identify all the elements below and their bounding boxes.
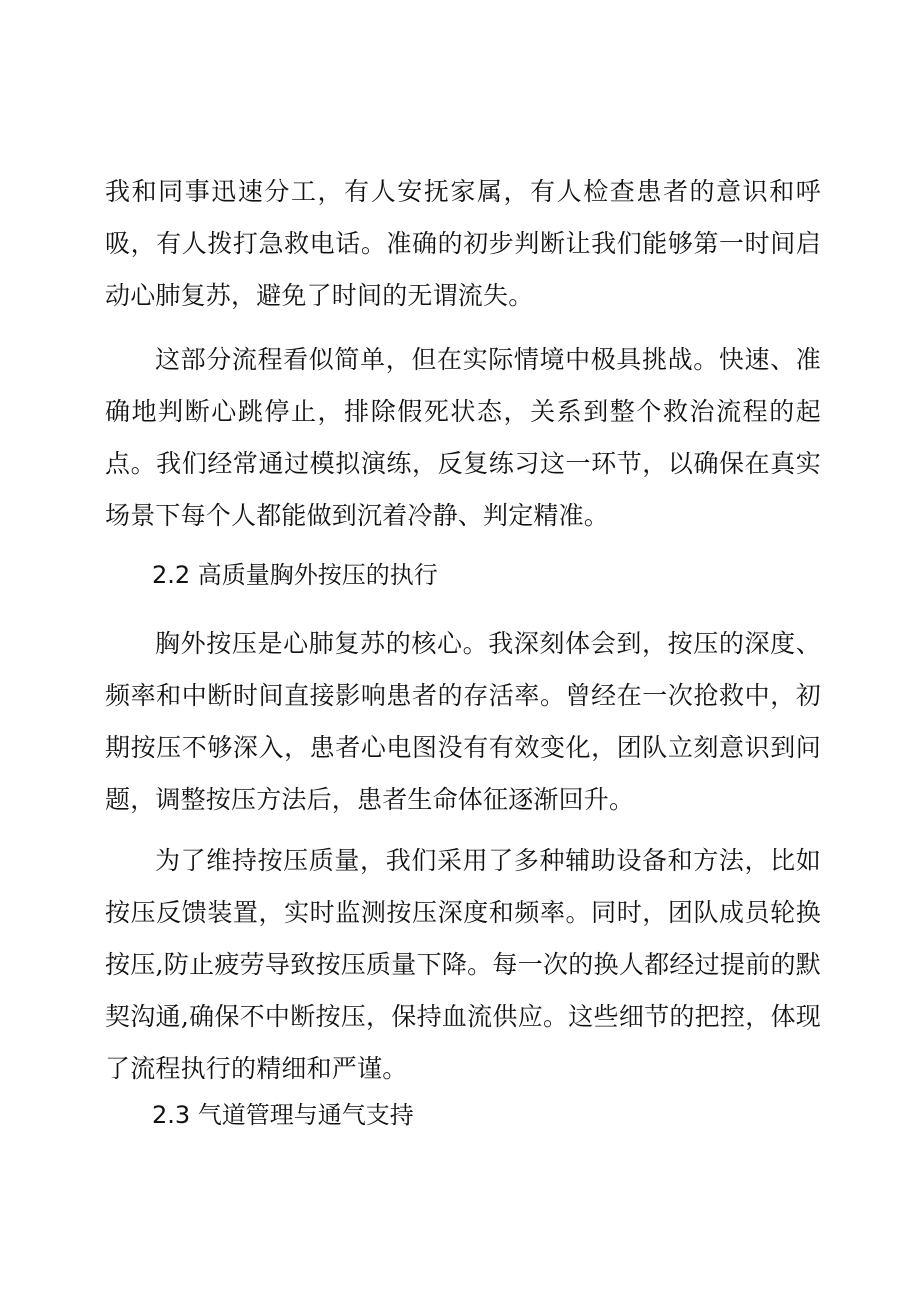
paragraph-compression-core: 胸外按压是心肺复苏的核心。我深刻体会到，按压的深度、频率和中断时间直接影响患者的存活率。曾经在一次抢救中，初期按压不够深入，患者心电图没有有效变化，团队立刻意识到问题，调整按压方法后，患者生命体征逐渐回升。 [105,629,821,814]
section-heading-2-2: 2.2 高质量胸外按压的执行 [152,561,438,589]
paragraph-process-challenge: 这部分流程看似简单，但在实际情境中极具挑战。快速、准确地判断心跳停止，排除假死状态，关系到整个救治流程的起点。我们经常通过模拟演练，反复练习这一环节，以确保在真实场景下每个人都能做到沉着冷静、判定精准。 [105,345,821,530]
paragraph-compression-quality: 为了维持按压质量，我们采用了多种辅助设备和方法，比如按压反馈装置，实时监测按压深度和频率。同时，团队成员轮换按压,防止疲劳导致按压质量下降。每一次的换人都经过提前的默契沟通,确保不中断按压，保持血流供应。这些细节的把控，体现了流程执行的精细和严谨。 [105,846,821,1083]
paragraph-team-division: 我和同事迅速分工，有人安抚家属，有人检查患者的意识和呼吸，有人拨打急救电话。准确的初步判断让我们能够第一时间启动心肺复苏，避免了时间的无谓流失。 [105,177,821,310]
section-heading-2-3: 2.3 气道管理与通气支持 [152,1101,414,1129]
